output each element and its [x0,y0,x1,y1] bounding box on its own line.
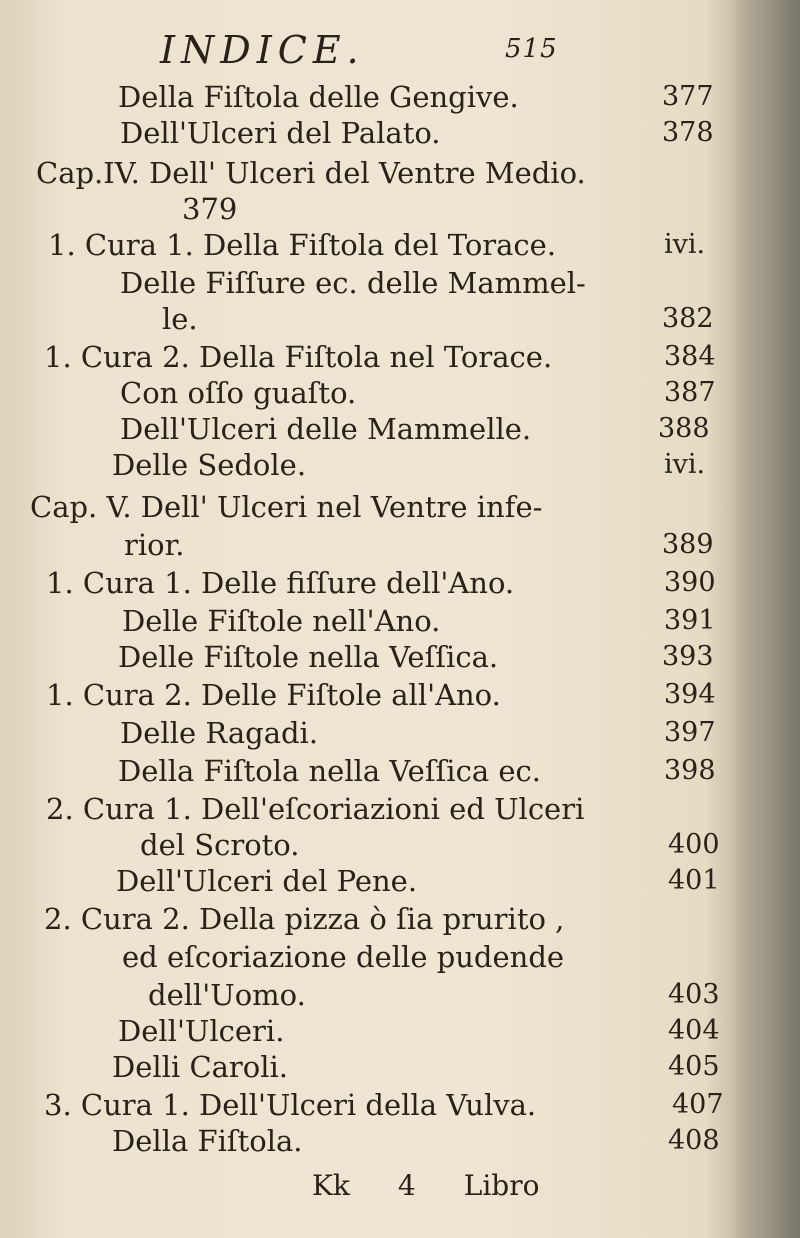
index-entry: Della Fiſtola. [112,1124,303,1158]
index-entry-page: 382 [662,303,714,334]
index-entry-page: 387 [664,377,716,408]
index-entry-page: 397 [664,717,716,748]
index-entry-page: 393 [662,641,714,672]
index-entry: 1. Cura 2. Della Fiſtola nel Torace. [44,340,553,374]
index-entry-page: 390 [664,567,716,598]
index-entry-page: 400 [668,829,720,860]
index-entry: Dell'Ulceri del Pene. [116,864,418,898]
index-entry-continuation: rior. [124,528,185,562]
index-entry-page: ivi. [664,229,706,260]
header-title: INDICE. [160,28,365,72]
index-entry-continuation: ed eſcoriazione delle pudende [122,940,565,974]
index-entry: 1. Cura 1. Della Fiſtola del Torace. [48,228,557,262]
index-entry: Della Fiſtola nella Veſſica ec. [118,754,541,788]
page-footer [312,1168,587,1204]
running-header [160,28,620,72]
index-entry: 2. Cura 1. Dell'eſcoriazioni ed Ulceri [46,792,585,826]
index-entry-page: 403 [668,979,720,1010]
index-entry: Delle Ragadi. [120,716,319,750]
index-entry-continuation: le. [162,302,198,336]
index-entry: Delle Fiſtole nell'Ano. [122,604,441,638]
index-entry: Della Fiſtola delle Gengive. [118,80,519,114]
index-entry-page: 405 [668,1051,720,1082]
index-entry: 1. Cura 1. Delle fiſſure dell'Ano. [46,566,515,600]
index-entry: Dell'Ulceri. [118,1014,285,1048]
signature-mark: Kk [312,1169,350,1202]
index-entry: Con oſſo guaſto. [120,376,357,410]
index-entry-page: 388 [658,413,710,444]
index-entry-continuation: 379 [182,192,238,226]
index-entry-page: 407 [672,1089,724,1120]
index-entry: Delle Sedole. [112,448,307,482]
signature-number: 4 [397,1169,416,1202]
index-entry-continuation: del Scroto. [140,828,300,862]
header-page-number: 515 [505,34,558,64]
index-entry-page: 384 [664,341,716,372]
index-entry-page: 404 [668,1015,720,1046]
index-entry: 3. Cura 1. Dell'Ulceri della Vulva. [44,1088,537,1122]
chapter-heading: Cap.IV. Dell' Ulceri del Ventre Medio. [36,156,586,190]
index-entry-page: 377 [662,81,714,112]
index-entry: Delle Fiſſure ec. delle Mammel- [120,266,586,300]
page-edge-shadow [730,0,800,1238]
index-entry: Dell'Ulceri delle Mammelle. [120,412,532,446]
index-entry-page: 408 [668,1125,720,1156]
chapter-heading: Cap. V. Dell' Ulceri nel Ventre infe- [30,490,543,524]
index-entry-page: 378 [662,117,714,148]
index-entry-page: 394 [664,679,716,710]
index-entry-page: 398 [664,755,716,786]
index-entry-page: ivi. [664,449,706,480]
index-entry-page: 389 [662,529,714,560]
index-entry: Dell'Ulceri del Palato. [120,116,441,150]
index-entry-continuation: dell'Uomo. [148,978,306,1012]
index-entry: 2. Cura 2. Della pizza ò ſia prurito , [44,902,565,936]
index-entry: 1. Cura 2. Delle Fiſtole all'Ano. [46,678,501,712]
index-entry-page: 391 [664,605,716,636]
index-entry: Delle Fiſtole nella Veſſica. [118,640,499,674]
catchword: Libro [463,1169,540,1202]
index-entry: Delli Caroli. [112,1050,289,1084]
index-entry-page: 401 [668,865,720,896]
